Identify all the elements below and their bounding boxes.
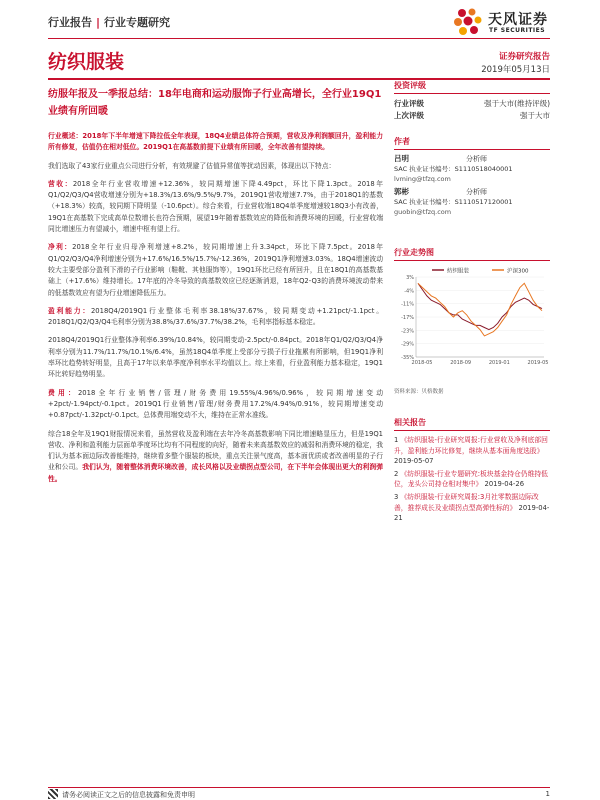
series-line xyxy=(418,283,542,336)
rating-key: 行业评级 xyxy=(394,99,424,108)
conclusion-highlight: 我们认为，随着整体消费环境改善，成长风格以及业绩拐点型公司，在下半年会体现出更大的利润弹性。 xyxy=(48,463,384,483)
footer-disclaimer: 请务必阅读正文之后的信息披露和免责申明 xyxy=(62,791,195,799)
analyst-sac: SAC 执业证书编号：S1110518040001 xyxy=(394,165,513,173)
qr-code-icon xyxy=(48,789,58,799)
legend-label: 纺织服装 xyxy=(447,268,470,275)
main-body xyxy=(48,131,383,492)
related-section-title: 相关报告 xyxy=(394,417,550,431)
expense-label: 费用： xyxy=(48,388,78,397)
related-report-title: 《纺织服装-行业研究周报:3月社零数据边际改善，推荐成长及业绩拐点型高弹性标的》 xyxy=(394,492,539,512)
logo-mark-icon xyxy=(452,6,484,38)
y-tick-label: -4% xyxy=(404,288,414,295)
analyst-sac: SAC 执业证书编号：S1110517120001 xyxy=(394,198,513,206)
y-tick-label: -23% xyxy=(401,328,414,335)
analyst-role: 分析师 xyxy=(466,188,487,196)
analyst-email[interactable]: guobin@tfzq.com xyxy=(394,208,452,216)
analyst-name: 吕明 xyxy=(394,154,409,163)
related-report-number: 1 xyxy=(394,436,399,444)
analyst-email[interactable]: lvming@tfzq.com xyxy=(394,175,451,183)
rating-section-title: 投资评级 xyxy=(394,80,550,94)
analyst-block xyxy=(394,154,550,184)
legend-label: 沪深300 xyxy=(507,268,529,275)
related-report-item[interactable] xyxy=(394,435,550,467)
subcategory-label: 行业专题研究 xyxy=(104,16,171,29)
conclusion-paragraph xyxy=(48,429,383,485)
analyst-role: 分析师 xyxy=(466,155,487,163)
y-tick-label: -29% xyxy=(401,341,414,348)
tf-securities-logo xyxy=(452,6,562,40)
report-headline: 纺服年报及一季报总结：18年电商和运动服饰子行业高增长，全行业19Q1业绩有所回暖 xyxy=(48,89,382,117)
logo-chinese: 天风证券 xyxy=(488,12,548,28)
intro-paragraph: 我们选取了43家行业重点公司进行分析，有效规避了估值异常值等扰动因素，体现出以下特点： xyxy=(48,161,336,170)
header-separator: | xyxy=(96,16,101,29)
net-margin-paragraph: 2018Q4/2019Q1行业整体净利率6.39%/10.84%，较同期变动-2.5pct/-0.84pct。2018年Q1/Q2/Q3/Q4净利率分别为11.7%/11.7%/10.1%/6.4%，虽然18Q4单季度上受部分亏损子行业拖累有所影响，但19Q1净利率环比趋势转好明显，且高于17年以来单季度净利率水平均值以上。综上来看，行业盈利能力基本稳定，19Q1环比转好趋势明显。 xyxy=(48,336,383,379)
x-tick-label: 2018-09 xyxy=(450,360,472,366)
related-report-date: 2019-05-07 xyxy=(394,457,434,466)
trend-chart-svg xyxy=(394,265,550,385)
rating-value: 强于大市(维持评级) xyxy=(484,99,550,108)
footer-rule xyxy=(48,787,550,788)
header-category xyxy=(48,14,170,30)
y-tick-label: -17% xyxy=(401,315,414,321)
y-tick-label: -11% xyxy=(401,301,414,308)
related-report-date: 2019-04-21 xyxy=(394,503,550,523)
revenue-paragraph xyxy=(48,179,383,235)
margin-label: 盈利能力： xyxy=(48,306,91,315)
profit-label: 净利： xyxy=(48,243,73,252)
related-report-title: 《纺织服装-行业专题研究:板块基金持仓仍维持低位，龙头公司持仓相对集中》 xyxy=(394,469,548,489)
rating-row xyxy=(394,98,550,110)
page-number: 1 xyxy=(545,790,550,798)
related-report-item[interactable] xyxy=(394,492,550,524)
x-tick-label: 2019-01 xyxy=(488,360,510,366)
analyst-block xyxy=(394,187,550,217)
logo-english: TF SECURITIES xyxy=(489,27,546,34)
margin-paragraph xyxy=(48,306,383,329)
report-type: 证券研究报告 xyxy=(498,52,550,62)
category-label: 行业报告 xyxy=(48,16,92,29)
expense-paragraph xyxy=(48,388,383,422)
page-title: 纺织服装 xyxy=(48,51,125,73)
trend-section-title: 行业走势图 xyxy=(394,247,550,261)
related-report-number: 2 xyxy=(394,469,399,478)
header-rule xyxy=(48,38,550,39)
y-tick-label: 3% xyxy=(406,275,414,281)
related-reports-list xyxy=(394,435,550,524)
y-tick-label: -35% xyxy=(401,355,414,361)
industry-trend-chart xyxy=(394,265,550,415)
x-tick-label: 2018-05 xyxy=(411,360,433,366)
sidebar xyxy=(394,78,550,526)
expense-text: 2018全年行业销售/管理/财务费用19.55%/4.96%/0.96%，较同期增速变动+2pct/-1.94pct/-0.1pct。2019Q1行业销售/管理/财务费用17.2%/4.94%/0.91%，较同期增速变动+0.87pct/-1.32pct/-0.1pct。总体费用端变动不大，维持在正常水准线。 xyxy=(48,388,383,420)
rating-value: 强于大市 xyxy=(520,111,550,120)
x-tick-label: 2019-05 xyxy=(527,360,549,366)
margin-text: 2018Q4/2019Q1行业整体毛利率38.18%/37.67%，较同期变动+1.21pct/-1.1pct。2018Q1/Q2/Q3/Q4毛利率分别为38.8%/37.6%/37.7%/38.2%，毛利率指标基本稳定。 xyxy=(48,306,384,327)
conclusion-text: 综合18全年及19Q1财报情况来看，虽然营收及盈利端在去年冷冬高基数影响下同比增速略显压力，但是19Q1营收、净利和盈利能力层面单季度环比均有不同程度的向好，随着未来高基数效应的减弱和消费环境的稳定，我们认为基本面边际改善能维持，继续看多整个服装的板块，重点关注景气度高，基本面优质或者改善明显的子行业和公司。 xyxy=(48,429,383,472)
rating-row xyxy=(394,110,550,122)
related-report-number: 3 xyxy=(394,492,399,501)
summary-paragraph: 行业概述：2018年下半年增速下降拉低全年表现，18Q4业绩总体符合预期，营收及净利润额回升，盈利能力所有修复，估值仍在相对低位。2019Q1在高基数前提下业绩有所回暖，全年改善有望持续。 xyxy=(48,132,383,152)
chart-source: 资料来源：贝格数据 xyxy=(394,389,444,395)
profit-text: 2018全年行业归母净利增速+8.2%，较同期增速上升3.34pct，环比下降7.5pct。2018年Q1/Q2/Q3/Q4净利增速分别为+17.6%/16.5%/15.7%/-12.36%，2019Q1净利增速3.03%。18Q4增速波动较大主要受部分盈利下滑的子行业影响（鞋靴、其他服饰等），19Q1环比已经有所回升，且在18Q1的高基数基础上（+17.6%）维持增长。17年底的冷冬导致的高基数效应已经逐渐消退，18年Q2-Q3的消费环境波动带来的低基数效应有望为行业增速降低压力。 xyxy=(48,243,384,297)
author-section-title: 作者 xyxy=(394,136,550,150)
revenue-label: 营收： xyxy=(48,179,73,188)
rating-key: 上次评级 xyxy=(394,111,424,120)
related-report-title: 《纺织服装-行业研究周报:行业营收及净利底部回升，盈利能力环比修复，继续从基本面角度选股》 xyxy=(394,436,548,455)
profit-paragraph xyxy=(48,242,383,298)
revenue-text: 2018全年行业营收增速+12.36%，较同期增速下降4.49pct，环比下降1.3pct。2018年Q1/Q2/Q3/Q4营收增速分别为+18.3%/13.6%/9.5%/9.7%，2019Q1营收增速7.7%，由于2018Q1的基数（+18.3%）较高，较同期下降明显（-10.6pct）。综合来看，行业营收端18Q4单季度增速较18Q3小有改善，19Q1在高基数下完成高单位数增长也符合预期，展望19年随着基数效应的降低和消费环境的回暖，行业营收端同比增速压力有望减小，增速中枢有望上行。 xyxy=(48,179,383,234)
report-date: 2019年05月13日 xyxy=(481,65,550,75)
analyst-name: 郭彬 xyxy=(394,187,409,196)
related-report-item[interactable] xyxy=(394,469,550,490)
related-report-date: 2019-04-26 xyxy=(484,480,525,489)
